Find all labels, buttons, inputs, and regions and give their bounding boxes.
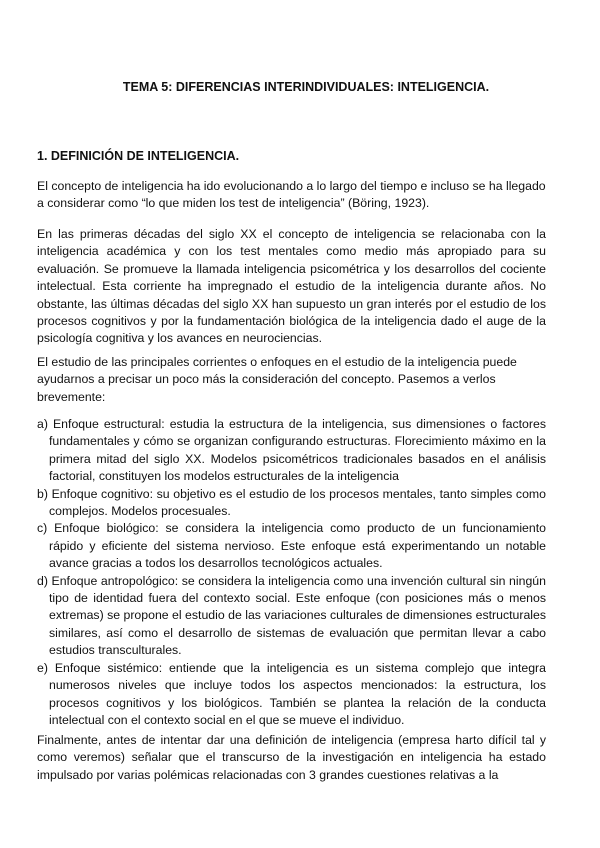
paragraph-approaches-intro: El estudio de las principales corrientes o enfoques en el estudio de la inteligencia puede ayudarnos a precisar un poco más la consideración del concepto. Pasemos a verlos brevemente:: [37, 355, 517, 404]
list-marker: c): [37, 521, 48, 536]
section-heading: 1. DEFINICIÓN DE INTELIGENCIA.: [37, 149, 240, 163]
paragraph-intro: El concepto de inteligencia ha ido evolucionando a lo largo del tiempo e incluso se ha llegado a considerar como “lo que miden los test de inteligencia” (Böring, 1923).: [37, 179, 546, 211]
document-title: TEMA 5: DIFERENCIAS INTERINDIVIDUALES: INTELIGENCIA.: [122, 80, 490, 94]
list-item-text: Enfoque cognitivo: su objetivo es el estudio de los procesos mentales, tanto simples como complejos. Modelos procesuales.: [49, 486, 547, 519]
list-item-text: Enfoque sistémico: entiende que la inteligencia es un sistema complejo que integra numerosos niveles que incluye todos los aspectos mencionados: la estructura, los procesos cognitivos y los biológicos. También se plantea la relación de la conducta intelectual con el contexto social en el que se mueve el individuo.: [49, 660, 546, 727]
list-item: [37, 416, 546, 486]
list-item: [37, 520, 546, 572]
list-marker: e): [37, 660, 48, 675]
approaches-list: [37, 416, 546, 729]
list-item: [37, 486, 546, 521]
list-item: [37, 573, 546, 660]
paragraph-closing: Finalmente, antes de intentar dar una definición de inteligencia (empresa harto difícil tal y como veremos) señalar que el transcurso de la investigación en inteligencia ha estado impulsado por varias polémicas relacionadas con 3 grandes cuestiones relativas a la: [37, 733, 546, 782]
list-item-text: Enfoque antropológico: se considera la inteligencia como una invención cultural sin ningún tipo de identidad fuera del contexto social. Este enfoque (con posiciones más o menos extremas) se propone el estudio de las variaciones culturales de dimensiones estructurales similares, así como el desarrollo de sistemas de evaluación que permitan llevar a cabo estudios transculturales.: [49, 573, 546, 658]
list-marker: d): [37, 573, 48, 588]
list-item-text: Enfoque biológico: se considera la inteligencia como producto de un funcionamiento rápido y eficiente del sistema nervioso. Este enfoque está experimentando un notable avance gracias a todos los desarrollos tecnológicos actuales.: [49, 521, 546, 571]
list-marker: b): [37, 486, 48, 501]
list-marker: a): [37, 417, 48, 431]
list-item: [37, 660, 546, 730]
paragraph-history: En las primeras décadas del siglo XX el concepto de inteligencia se relacionaba con la inteligencia académica y con los test mentales como medio más apropiado para su evaluación. Se promueve la llamada inteligencia psicométrica y los desarrollos del cociente intelectual. Esta corriente ha impregnado el estudio de la inteligencia durante años. No obstante, las últimas décadas del siglo XX han supuesto un gran interés por el estudio de los procesos cognitivos y por la fundamentación biológica de la inteligencia dado el auge de la psicología cognitiva y los avances en neurociencias.: [37, 227, 546, 346]
list-item-text: Enfoque estructural: estudia la estructura de la inteligencia, sus dimensiones o factores fundamentales y cómo se organizan configurando estructuras. Florecimiento máximo en la primera mitad del siglo XX. Modelos psicométricos tradicionales basados en el análisis factorial, constituyen los modelos estructurales de la inteligencia: [49, 417, 546, 484]
